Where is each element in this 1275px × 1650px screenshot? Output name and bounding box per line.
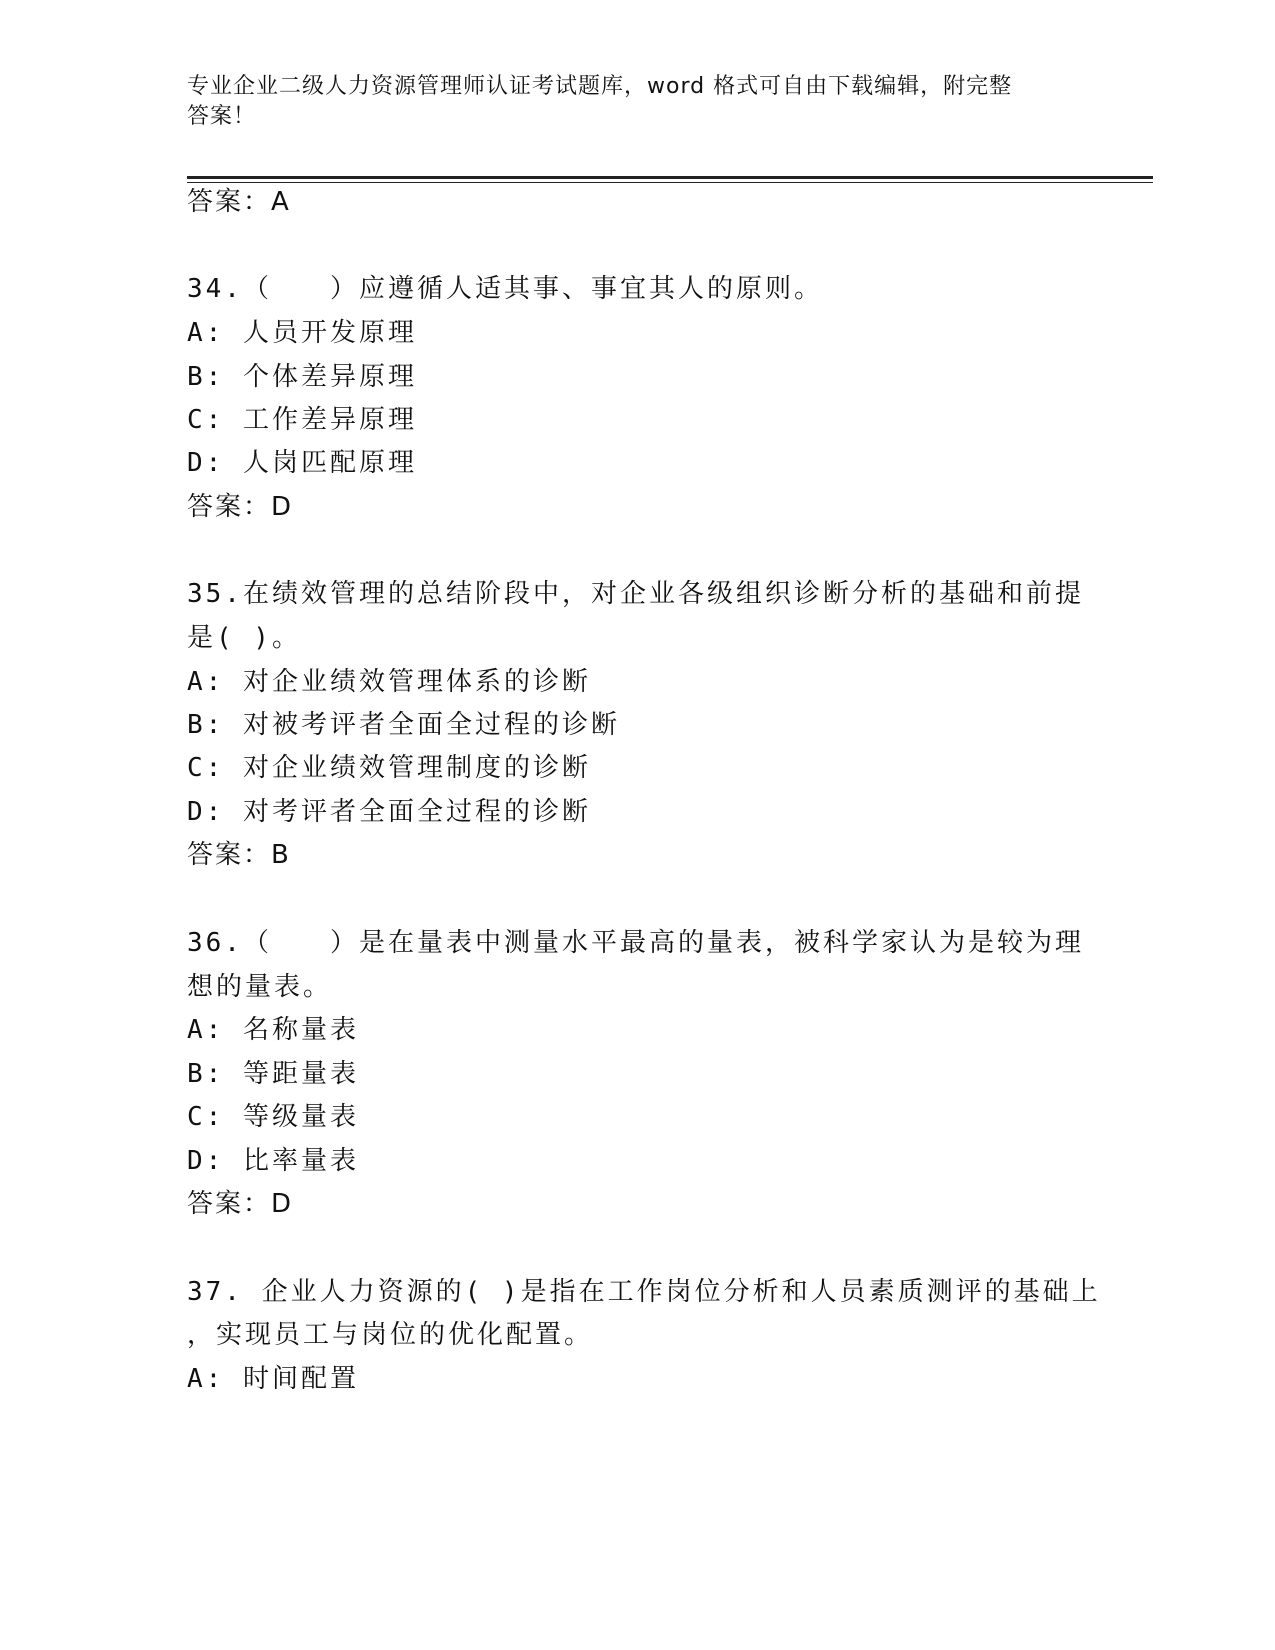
header-rule-thick [187,176,1153,179]
question-35-option-a: A: 对企业绩效管理体系的诊断 [187,667,591,697]
question-34-option-c: C: 工作差异原理 [187,405,417,435]
question-36-option-b: B: 等距量表 [187,1059,359,1089]
header-line-1: 专业企业二级人力资源管理师认证考试题库，word 格式可自由下载编辑，附完整 [187,74,1013,99]
question-35-stem-line-1: 35.在绩效管理的总结阶段中，对企业各级组织诊断分析的基础和前提 [187,579,1084,609]
question-37-stem-line-1: 37. 企业人力资源的( )是指在工作岗位分析和人员素质测评的基础上 [187,1277,1101,1307]
question-37-option-a: A: 时间配置 [187,1364,359,1394]
question-36-option-a: A: 名称量表 [187,1015,359,1045]
question-37-stem-line-2: ，实现员工与岗位的优化配置。 [187,1320,594,1350]
header-line-2: 答案！ [187,104,257,129]
question-34-option-a: A: 人员开发原理 [187,318,417,348]
question-36-option-c: C: 等级量表 [187,1102,359,1132]
question-36-option-d: D: 比率量表 [187,1146,359,1176]
question-34-answer: 答案：D [187,492,294,522]
answer-33: 答案：A [187,187,291,217]
question-34-option-b: B: 个体差异原理 [187,362,417,392]
question-34-stem: 34.（ ）应遵循人适其事、事宜其人的原则。 [187,274,823,304]
question-35-option-d: D: 对考评者全面全过程的诊断 [187,797,591,827]
question-34-option-d: D: 人岗匹配原理 [187,448,417,478]
header-rule-thin [187,182,1153,183]
question-35-option-b: B: 对被考评者全面全过程的诊断 [187,710,620,740]
question-35-stem-line-2: 是( )。 [187,623,301,653]
page-header [187,72,1067,132]
question-36-stem-line-2: 想的量表。 [187,972,333,1002]
question-36-answer: 答案：D [187,1189,294,1219]
question-35-answer: 答案：B [187,840,291,870]
question-35-option-c: C: 对企业绩效管理制度的诊断 [187,753,591,783]
question-36-stem-line-1: 36.（ ）是在量表中测量水平最高的量表，被科学家认为是较为理 [187,928,1084,958]
